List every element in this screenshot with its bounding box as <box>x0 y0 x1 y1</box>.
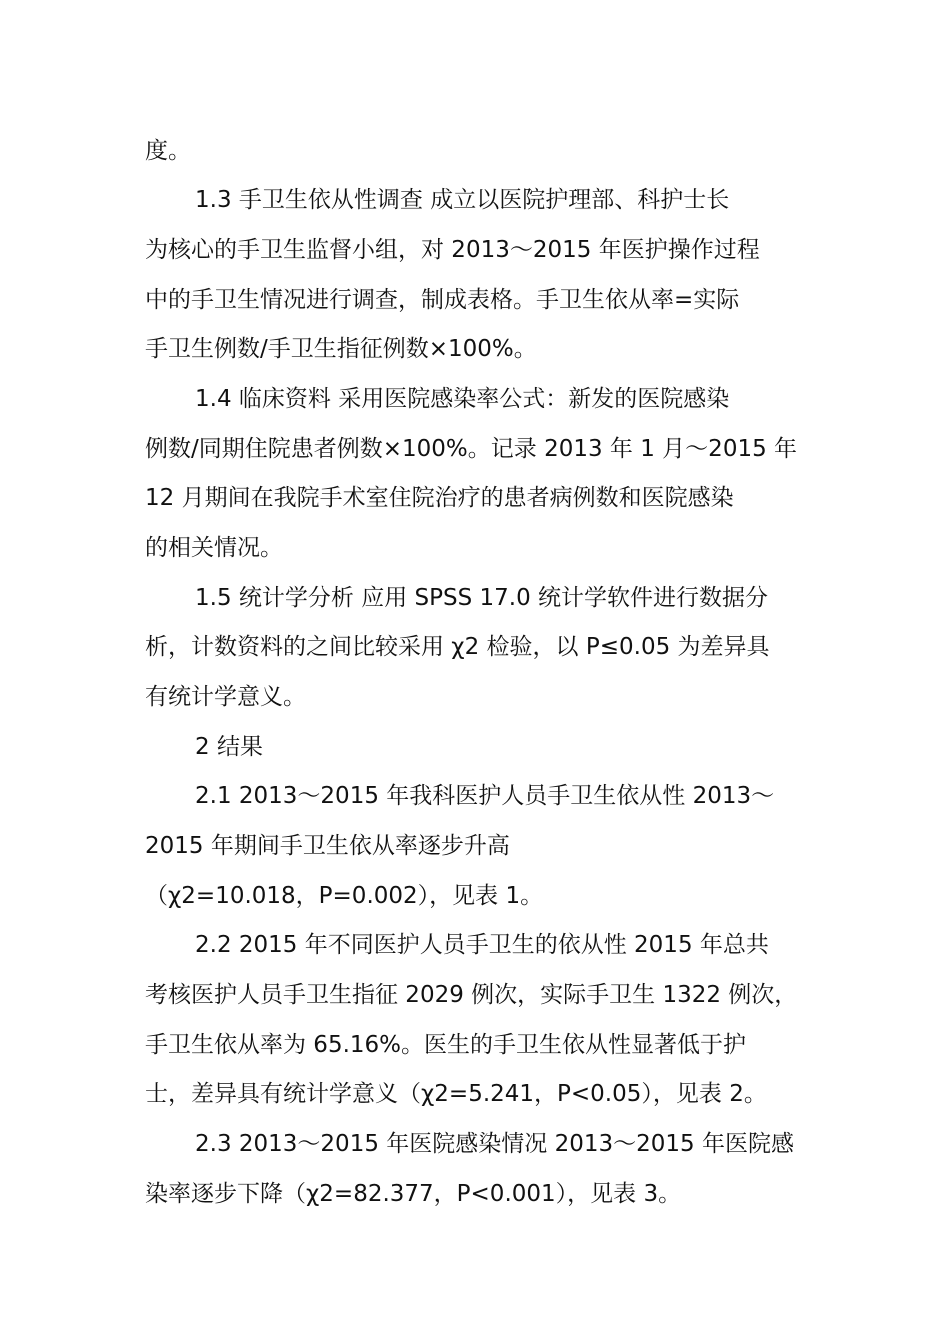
text-line-9: 的相关情况。 <box>145 535 283 561</box>
text-line-22: 染率逐步下降（χ2=82.377，P<0.001），见表 3。 <box>145 1181 682 1207</box>
text-line-16: （χ2=10.018，P=0.002），见表 1。 <box>145 883 544 909</box>
text-line-1: 度。 <box>145 138 191 164</box>
text-line-21: 2.3 2013～2015 年医院感染情况 2013～2015 年医院感 <box>195 1131 794 1157</box>
text-line-14: 2.1 2013～2015 年我科医护人员手卫生依从性 2013～ <box>195 783 775 809</box>
text-line-7: 例数/同期住院患者例数×100%。记录 2013 年 1 月～2015 年 <box>145 436 798 462</box>
text-line-20: 士，差异具有统计学意义（χ2=5.241，P<0.05），见表 2。 <box>145 1081 767 1107</box>
section-heading-results: 2 结果 <box>195 734 263 760</box>
text-line-6: 1.4 临床资料 采用医院感染率公式：新发的医院感染 <box>195 386 730 412</box>
text-line-5: 手卫生例数/手卫生指征例数×100%。 <box>145 336 537 362</box>
text-line-17: 2.2 2015 年不同医护人员手卫生的依从性 2015 年总共 <box>195 932 769 958</box>
text-line-10: 1.5 统计学分析 应用 SPSS 17.0 统计学软件进行数据分 <box>195 585 769 611</box>
text-line-15: 2015 年期间手卫生依从率逐步升高 <box>145 833 510 859</box>
text-line-8: 12 月期间在我院手术室住院治疗的患者病例数和医院感染 <box>145 485 734 511</box>
text-line-4: 中的手卫生情况进行调查，制成表格。手卫生依从率=实际 <box>145 287 740 313</box>
text-line-11: 析，计数资料的之间比较采用 χ2 检验，以 P≤0.05 为差异具 <box>145 634 770 660</box>
text-line-18: 考核医护人员手卫生指征 2029 例次，实际手卫生 1322 例次， <box>145 982 798 1008</box>
text-line-12: 有统计学意义。 <box>145 684 306 710</box>
text-line-2: 1.3 手卫生依从性调查 成立以医院护理部、科护士长 <box>195 187 730 213</box>
text-line-3: 为核心的手卫生监督小组，对 2013～2015 年医护操作过程 <box>145 237 760 263</box>
text-line-19: 手卫生依从率为 65.16%。医生的手卫生依从性显著低于护 <box>145 1032 747 1058</box>
